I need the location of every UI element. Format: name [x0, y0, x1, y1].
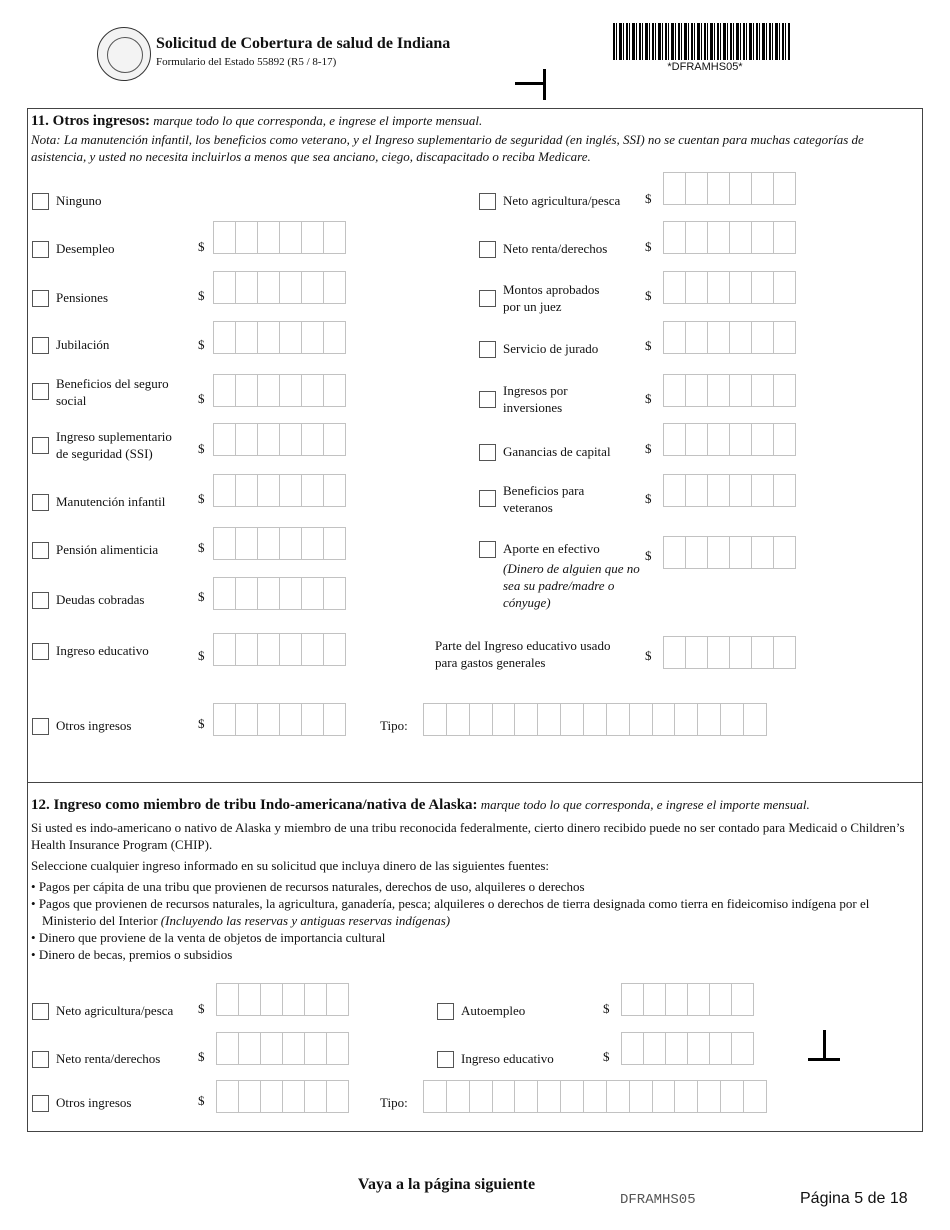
registration-mark-top-bar: [515, 82, 546, 85]
checkbox-ssi[interactable]: [32, 437, 49, 454]
amount-12-otros-ingresos[interactable]: [216, 1080, 349, 1113]
label-beneficios-veteranos: Beneficios para veteranos: [503, 483, 585, 515]
checkbox-servicio-jurado[interactable]: [479, 341, 496, 358]
checkbox-ganancias-capital[interactable]: [479, 444, 496, 461]
type-field-12-otros-ingresos[interactable]: [423, 1080, 767, 1113]
amount-neto-renta[interactable]: [663, 221, 796, 254]
checkbox-manutencion-infantil[interactable]: [32, 494, 49, 511]
dollar-sign: $: [198, 1093, 205, 1108]
amount-ingresos-inversiones[interactable]: [663, 374, 796, 407]
amount-manutencion-infantil[interactable]: [213, 474, 346, 507]
label-pension-alimenticia: Pensión alimenticia: [56, 542, 159, 557]
amount-ssi[interactable]: [213, 423, 346, 456]
checkbox-deudas-cobradas[interactable]: [32, 592, 49, 609]
label-ninguno: Ninguno: [56, 193, 102, 208]
label-tipo: Tipo:: [380, 718, 408, 733]
checkbox-12-otros-ingresos[interactable]: [32, 1095, 49, 1112]
label-manutencion-infantil: Manutención infantil: [56, 494, 166, 509]
bullet-item: • Dinero de becas, premios o subsidios: [31, 947, 233, 962]
amount-pension-alimenticia[interactable]: [213, 527, 346, 560]
dollar-sign: $: [198, 540, 205, 555]
section-12-heading: 12. Ingreso como miembro de tribu Indo-americana/nativa de Alaska: marque todo lo que corresponda, e ingrese el importe mensual.: [31, 797, 810, 813]
form-number: Formulario del Estado 55892 (R5 / 8-17): [156, 56, 337, 68]
section-11-note: Nota: La manutención infantil, los beneficios como veterano, y el Ingreso suplementario de seguridad (en inglés, SSI) no se cuentan para muchas categorías de asistencia, y usted no necesita incluirlos a menos que sea anciano, ciego, discapacitado o reciba Medicare.: [31, 132, 864, 164]
dollar-sign: $: [645, 441, 652, 456]
label-neto-agricultura: Neto agricultura/pesca: [503, 193, 621, 208]
amount-12-neto-renta[interactable]: [216, 1032, 349, 1065]
checkbox-12-neto-agricultura[interactable]: [32, 1003, 49, 1020]
checkbox-pension-alimenticia[interactable]: [32, 542, 49, 559]
bullet-item: • Pagos que provienen de recursos naturales, la agricultura, ganadería, pesca; alquileres o derechos de tierra designada como tierra en fideicomiso indígena por el Ministerio del Interior (Incluyendo las reservas y antiguas reservas indígenas): [31, 896, 870, 928]
dollar-sign: $: [198, 337, 205, 352]
checkbox-pensiones[interactable]: [32, 290, 49, 307]
checkbox-desempleo[interactable]: [32, 241, 49, 258]
amount-seguro-social[interactable]: [213, 374, 346, 407]
label-ingresos-inversiones: Ingresos por inversiones: [503, 383, 568, 415]
barcode: [613, 23, 790, 60]
label-jubilacion: Jubilación: [56, 337, 110, 352]
bullet-list: [31, 878, 916, 963]
label-aporte-efectivo: Aporte en efectivo: [503, 541, 600, 556]
amount-neto-agricultura[interactable]: [663, 172, 796, 205]
dollar-sign: $: [645, 191, 652, 206]
checkbox-ingreso-educativo[interactable]: [32, 643, 49, 660]
type-field-otros-ingresos[interactable]: [423, 703, 767, 736]
checkbox-neto-agricultura[interactable]: [479, 193, 496, 210]
dollar-sign: $: [603, 1001, 610, 1016]
checkbox-12-neto-renta[interactable]: [32, 1051, 49, 1068]
label-pensiones: Pensiones: [56, 290, 108, 305]
barcode-text: *DFRAMHS05*: [667, 61, 743, 73]
amount-12-ingreso-educativo[interactable]: [621, 1032, 754, 1065]
section-11-heading: 11. Otros ingresos: marque todo lo que corresponda, e ingrese el importe mensual.: [31, 113, 483, 129]
label-12-neto-agricultura: Neto agricultura/pesca: [56, 1003, 174, 1018]
amount-desempleo[interactable]: [213, 221, 346, 254]
registration-mark-bottom-bar: [808, 1058, 840, 1061]
checkbox-neto-renta[interactable]: [479, 241, 496, 258]
checkbox-montos-juez[interactable]: [479, 290, 496, 307]
page-number: Página 5 de 18: [800, 1190, 908, 1207]
amount-12-neto-agricultura[interactable]: [216, 983, 349, 1016]
label-ssi: Ingreso suplementario de seguridad (SSI): [56, 429, 172, 461]
amount-otros-ingresos[interactable]: [213, 703, 346, 736]
label-12-autoempleo: Autoempleo: [461, 1003, 526, 1018]
dollar-sign: $: [645, 491, 652, 506]
label-otros-ingresos: Otros ingresos: [56, 718, 132, 733]
label-12-ingreso-educativo: Ingreso educativo: [461, 1051, 554, 1066]
dollar-sign: $: [198, 239, 205, 254]
dollar-sign: $: [645, 239, 652, 254]
dollar-sign: $: [645, 648, 652, 663]
label-desempleo: Desempleo: [56, 241, 115, 256]
dollar-sign: $: [198, 648, 205, 663]
form-code: DFRAMHS05: [620, 1192, 696, 1208]
amount-beneficios-veteranos[interactable]: [663, 474, 796, 507]
form-title: Solicitud de Cobertura de salud de Indiana: [156, 35, 451, 52]
label-parte-ingreso-educativo: Parte del Ingreso educativo usado para gastos generales: [435, 638, 611, 670]
label-ganancias-capital: Ganancias de capital: [503, 444, 611, 459]
checkbox-beneficios-veteranos[interactable]: [479, 490, 496, 507]
amount-ingreso-educativo[interactable]: [213, 633, 346, 666]
checkbox-12-ingreso-educativo[interactable]: [437, 1051, 454, 1068]
checkbox-otros-ingresos[interactable]: [32, 718, 49, 735]
label-12-neto-renta: Neto renta/derechos: [56, 1051, 161, 1066]
section-12-intro: Si usted es indo-americano o nativo de Alaska y miembro de una tribu reconocida federalmente, cierto dinero recibido puede no ser contado para Medicaid o Children’s Health Insurance Program (CHIP).: [31, 820, 905, 852]
checkbox-ingresos-inversiones[interactable]: [479, 391, 496, 408]
label-12-otros-ingresos: Otros ingresos: [56, 1095, 132, 1110]
dollar-sign: $: [198, 589, 205, 604]
amount-montos-juez[interactable]: [663, 271, 796, 304]
dollar-sign: $: [603, 1049, 610, 1064]
dollar-sign: $: [198, 391, 205, 406]
dollar-sign: $: [198, 1049, 205, 1064]
next-page-label: Vaya a la página siguiente: [357, 1176, 536, 1193]
amount-deudas-cobradas[interactable]: [213, 577, 346, 610]
dollar-sign: $: [645, 391, 652, 406]
checkbox-seguro-social[interactable]: [32, 383, 49, 400]
section-12-select: Seleccione cualquier ingreso informado en su solicitud que incluya dinero de las siguientes fuentes:: [31, 858, 550, 873]
registration-mark-bottom: [823, 1030, 826, 1061]
amount-servicio-jurado[interactable]: [663, 321, 796, 354]
dollar-sign: $: [198, 288, 205, 303]
aporte-efectivo-note: (Dinero de alguien que no sea su padre/madre o cónyuge): [503, 561, 640, 610]
bullet-item: • Dinero que proviene de la venta de objetos de importancia cultural: [31, 930, 386, 945]
amount-12-autoempleo[interactable]: [621, 983, 754, 1016]
label-montos-juez: Montos aprobados por un juez: [503, 282, 600, 314]
label-seguro-social: Beneficios del seguro social: [56, 376, 169, 408]
dollar-sign: $: [198, 491, 205, 506]
dollar-sign: $: [645, 338, 652, 353]
amount-ganancias-capital[interactable]: [663, 423, 796, 456]
label-deudas-cobradas: Deudas cobradas: [56, 592, 145, 607]
dollar-sign: $: [645, 288, 652, 303]
bullet-item: • Pagos per cápita de una tribu que provienen de recursos naturales, derechos de uso, alquileres o derechos: [31, 879, 585, 894]
dollar-sign: $: [198, 441, 205, 456]
checkbox-ninguno[interactable]: [32, 193, 49, 210]
checkbox-aporte-efectivo[interactable]: [479, 541, 496, 558]
amount-aporte-efectivo[interactable]: [663, 536, 796, 569]
label-neto-renta: Neto renta/derechos: [503, 241, 608, 256]
dollar-sign: $: [645, 548, 652, 563]
label-ingreso-educativo: Ingreso educativo: [56, 643, 149, 658]
amount-parte-ingreso-educativo[interactable]: [663, 636, 796, 669]
amount-pensiones[interactable]: [213, 271, 346, 304]
checkbox-12-autoempleo[interactable]: [437, 1003, 454, 1020]
label-12-tipo: Tipo:: [380, 1095, 408, 1110]
dollar-sign: $: [198, 716, 205, 731]
indiana-state-seal: [97, 27, 151, 81]
dollar-sign: $: [198, 1001, 205, 1016]
label-servicio-jurado: Servicio de jurado: [503, 341, 599, 356]
amount-jubilacion[interactable]: [213, 321, 346, 354]
checkbox-jubilacion[interactable]: [32, 337, 49, 354]
